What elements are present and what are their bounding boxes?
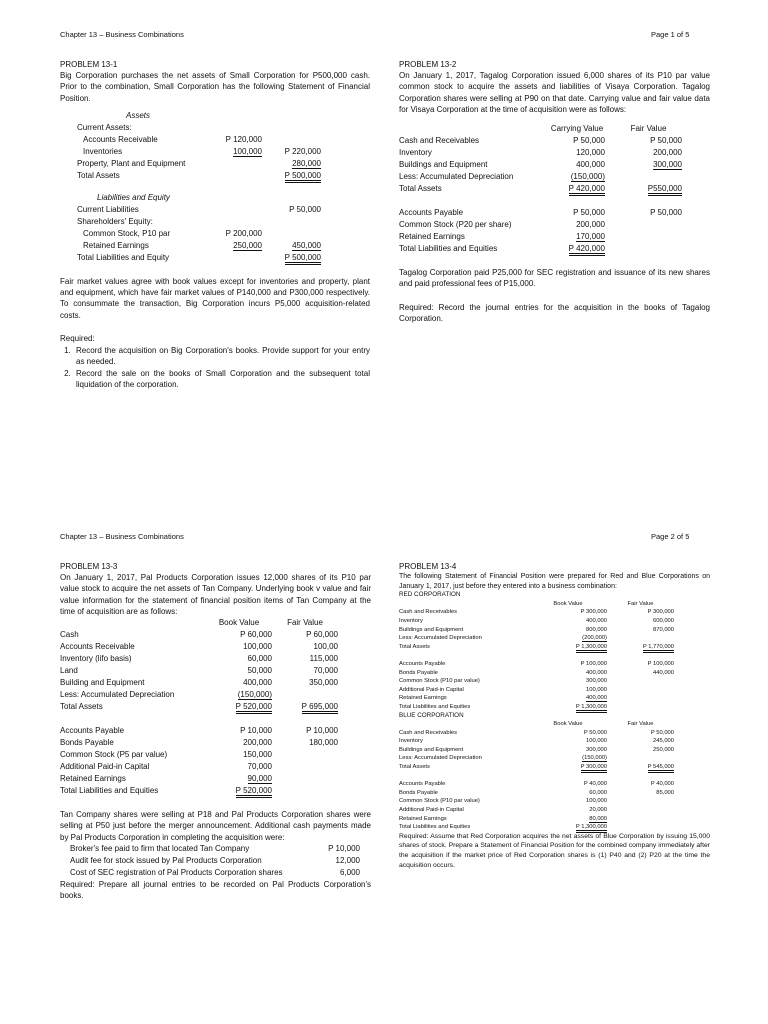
table-row: Broker's fee paid to firm that located Tan Company P 10,000 xyxy=(70,844,360,854)
table-row: Less: Accumulated Depreciation (150,000) xyxy=(399,172,605,182)
table-row: Cash and Receivables P 50,000 P 50,000 xyxy=(399,136,682,146)
problem-intro: On January 1, 2017, Tagalog Corporation issued 6,000 shares of its P10 par value common stock to acquire the assets and liabilities of Visaya Corporation. Tagalog Corporation shares were selling at P90 on that date. Carrying value and fair value data for Visaya Corporation at the time of acquisition were as follows: xyxy=(399,71,710,114)
problem-13-3 xyxy=(60,561,371,902)
table-header-row xyxy=(399,123,682,135)
table-row: Retained Earnings 90,000 xyxy=(60,774,272,784)
col-book-value: Book Value xyxy=(218,618,260,628)
table-row: Inventory 120,000 200,000 xyxy=(399,148,682,158)
table-row: Total Liabilities and Equities P 420,000 xyxy=(399,243,682,255)
col-carrying-value: Carrying Value xyxy=(550,124,604,134)
page1-header-left: Chapter 13 – Business Combinations xyxy=(60,30,184,39)
table-row: Inventory 100,000 245,000 xyxy=(399,738,674,745)
table-row: Current Liabilities P 50,000 xyxy=(77,204,321,214)
table-row: Retained Earnings 250,000 450,000 xyxy=(83,240,321,250)
required-text: Required: Record the journal entries for the acquisition in the books of Tagalog Corporation. xyxy=(399,302,710,324)
required-text: Required: Prepare all journal entries to be recorded on Pal Products Corporation's books. xyxy=(60,880,371,901)
table-row: Common Stock (P10 par value) 100,000 xyxy=(399,798,607,805)
table-row: Inventory (lifo basis) 60,000 115,000 xyxy=(60,654,338,664)
required-label: Required: xyxy=(60,334,95,344)
table-row: Cost of SEC registration of Pal Products Corporation shares 6,000 xyxy=(70,868,360,878)
problem-title: PROBLEM 13-3 xyxy=(60,562,118,571)
table-row: Less: Accumulated Depreciation (200,000) xyxy=(399,635,607,642)
fees-text: Tagalog Corporation paid P25,000 for SEC registration and issuance of its new shares and paid professional fees of P15,000. xyxy=(399,268,710,289)
table-row: Accounts Payable P 40,000 P 40,000 xyxy=(399,781,674,788)
table-row: Total Assets P 500,000 xyxy=(77,170,321,182)
table-row: Bonds Payable 400,000 440,000 xyxy=(399,669,674,676)
problem-title: PROBLEM 13-4 xyxy=(399,562,457,571)
table-row: Land 50,000 70,000 xyxy=(60,666,338,676)
requirement-1: 1. Record the acquisition on Big Corporation's books. Provide support for your entry as needed. xyxy=(73,345,370,368)
table-row: Retained Earnings 400,000 xyxy=(399,695,607,702)
problem-intro: Big Corporation purchases the net assets of Small Corporation for P500,000 cash. Prior to the combination, Small Corporation has the following Statement of Financial Position. xyxy=(60,71,370,103)
blue-corporation-heading: BLUE CORPORATION xyxy=(399,711,464,719)
table-row: Common Stock (P5 par value) 150,000 xyxy=(60,750,272,760)
problem-title: PROBLEM 13-1 xyxy=(60,60,118,69)
col-fair-value: Fair Value xyxy=(287,618,323,628)
requirements-list xyxy=(73,345,370,390)
table-row: Common Stock, P10 par P 200,000 xyxy=(83,228,262,238)
requirement-2: 2. Record the sale on the books of Small Corporation and the subsequent total liquidation of the corporation. xyxy=(73,368,370,391)
table-row: Additional Paid-in Capital 20,000 xyxy=(399,807,607,814)
table-row: Building and Equipment 400,000 350,000 xyxy=(60,678,338,688)
problem-13-2 xyxy=(399,59,710,324)
sfp-assets-table xyxy=(77,122,321,182)
table-row: Total Assets P 520,000 P 695,000 xyxy=(60,701,338,713)
liabilities-heading: Liabilities and Equity xyxy=(97,192,170,202)
required-text: Required: Assume that Red Corporation acquires the net assets of Blue Corporation by issuing 15,000 shares of stock. Prepare a Statement of Financial Position for the combined company immediately after the acquisition if the market price of Red Corporation shares is (1) P40 and (2) P20 at the time the acquisition occurs. xyxy=(399,832,710,869)
table-row: Retained Earnings 170,000 xyxy=(399,232,605,242)
table-row: Cash and Receivables P 50,000 P 50,000 xyxy=(399,729,674,736)
problem-13-1 xyxy=(60,59,370,390)
table-row: Total Liabilities and Equities P 1,300,000 xyxy=(399,823,674,832)
table-row: Buildings and Equipment 300,000 250,000 xyxy=(399,746,674,753)
page2-header-left: Chapter 13 – Business Combinations xyxy=(60,532,184,541)
table-row: Current Assets: xyxy=(77,122,132,132)
page2-header-right: Page 2 of 5 xyxy=(651,532,690,541)
red-corporation-table xyxy=(399,600,674,712)
table-row: Accounts Receivable P 120,000 xyxy=(83,134,262,144)
table-row: Shareholders' Equity: xyxy=(77,216,153,226)
table-row: Property, Plant and Equipment 280,000 xyxy=(77,158,321,168)
payments-table xyxy=(70,843,360,879)
table-row: Cash P 60,000 P 60,000 xyxy=(60,630,338,640)
problem-intro: The following Statement of Financial Position were prepared for Red and Blue Corporations on January 1, 2017, just before they entered into a business combination: xyxy=(399,573,710,590)
sfp-liabilities-table xyxy=(77,204,321,264)
table-row: Buildings and Equipment 400,000 300,000 xyxy=(399,160,682,170)
table-row: Total Liabilities and Equities P 520,000 xyxy=(60,785,338,797)
table-row: Additional Paid-in Capital 70,000 xyxy=(60,762,272,772)
table-row: Bonds Payable 60,000 85,000 xyxy=(399,789,674,796)
red-corporation-heading: RED CORPORATION xyxy=(399,591,461,599)
table-row: Less: Accumulated Depreciation (150,000) xyxy=(60,690,272,700)
table-header-row xyxy=(60,617,338,629)
table-row: Total Liabilities and Equities P 1,300,000 xyxy=(399,703,674,712)
table-row: Accounts Receivable 100,000 100,00 xyxy=(60,642,338,652)
problem-13-4 xyxy=(399,561,710,870)
table-row: Bonds Payable 200,000 180,000 xyxy=(60,738,338,748)
table-header-row: Book Value Fair Value xyxy=(553,600,654,607)
table-row: Common Stock (P20 per share) 200,000 xyxy=(399,220,605,230)
problem-intro: On January 1, 2017, Pal Products Corporation issues 12,000 shares of its P10 par value stock to acquire the net assets of Tan Company. Underlying book v value and fair value information for the statement of financial position items of Tan Company at the time of acquisition are as follows: xyxy=(60,573,371,616)
tan-company-table xyxy=(60,617,338,797)
fair-values-text: Fair market values agree with book values except for inventories and property, plant and equipment, which have fair market values of P140,000 and P300,000 respectively. To consummate the transaction, Big Corporation incurs P5,000 acquisition-related costs. xyxy=(60,276,370,320)
table-row: Cash and Receivables P 300,000 P 300,000 xyxy=(399,609,674,616)
visaya-data-table xyxy=(399,123,682,255)
shares-text: Tan Company shares were selling at P18 and Pal Products Corporation shares were selling at P50 just before the merger announcement. Additional cash payments made by Pal Products Corporation in completing the acquisition were: xyxy=(60,810,371,842)
table-row: Buildings and Equipment 800,000 870,000 xyxy=(399,626,674,633)
col-fair-value: Fair Value xyxy=(630,124,667,134)
blue-corporation-table xyxy=(399,720,674,832)
table-row: Total Assets P 1,300,000 P 1,770,000 xyxy=(399,643,674,652)
table-header-row: Book Value Fair Value xyxy=(553,721,654,728)
table-row: Additional Paid-in Capital 100,000 xyxy=(399,686,607,693)
page1-header-right: Page 1 of 5 xyxy=(651,30,690,39)
assets-heading: Assets xyxy=(126,110,151,120)
problem-title: PROBLEM 13-2 xyxy=(399,60,457,69)
table-row: Accounts Payable P 10,000 P 10,000 xyxy=(60,726,338,736)
table-row: Inventory 400,000 600,000 xyxy=(399,617,674,624)
table-row: Common Stock (P10 par value) 300,000 xyxy=(399,678,607,685)
table-row: Total Liabilities and Equity P 500,000 xyxy=(77,252,321,264)
table-row: Less: Accumulated Depreciation (150,000) xyxy=(399,755,607,762)
table-row: Total Assets P 420,000 P550,000 xyxy=(399,183,682,195)
table-row: Retained Earnings 80,000 xyxy=(399,815,607,822)
table-row: Accounts Payable P 100,000 P 100,000 xyxy=(399,660,674,667)
table-row: Inventories 100,000 P 220,000 xyxy=(83,146,321,156)
table-row: Audit fee for stock issued by Pal Products Corporation 12,000 xyxy=(70,856,360,866)
table-row: Total Assets P 300,000 P 545,000 xyxy=(399,763,674,772)
table-row: Accounts Payable P 50,000 P 50,000 xyxy=(399,208,682,218)
